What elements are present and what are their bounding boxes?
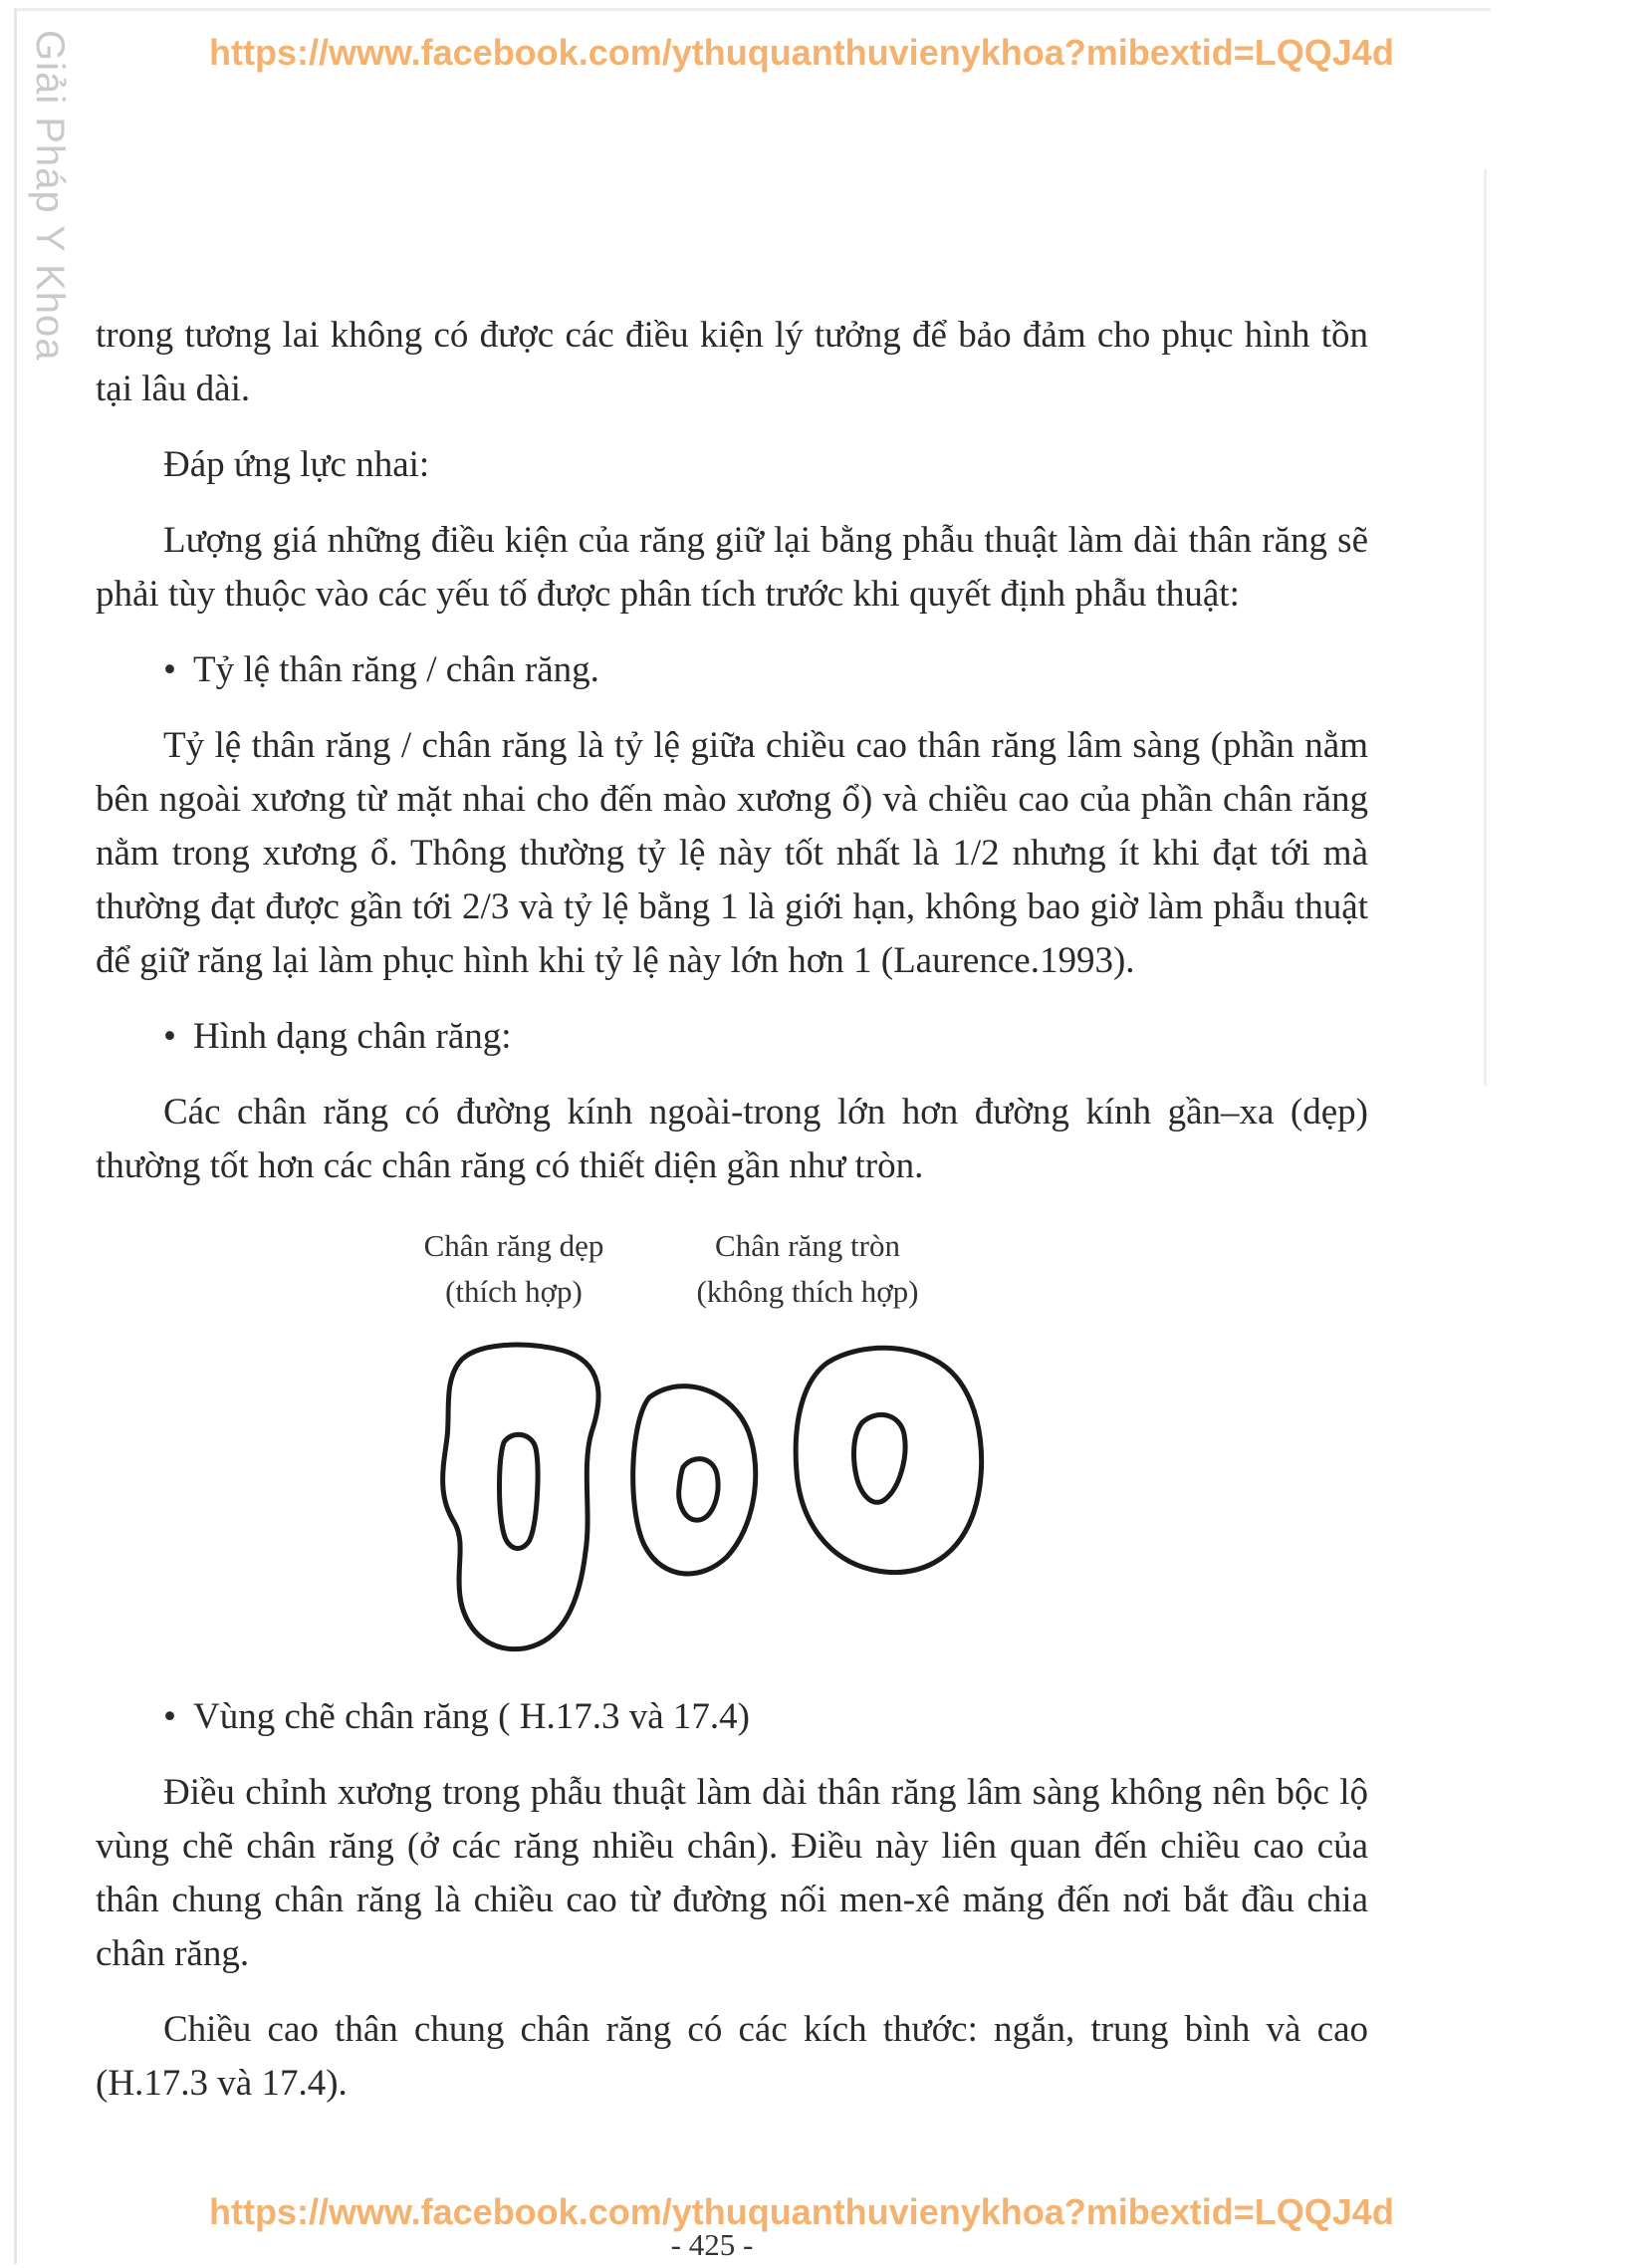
- caption-flat-root-note: (thích hợp): [445, 1274, 583, 1309]
- page-number: - 425 -: [670, 2227, 754, 2262]
- page-edge-shadow: [1484, 169, 1487, 1086]
- page-content: [96, 309, 1368, 2111]
- bullet-text: Tỷ lệ thân răng / chân răng.: [193, 649, 599, 690]
- paragraph-heading-chewing-force: Đáp ứng lực nhai:: [163, 444, 430, 485]
- flat-root-inner: [500, 1434, 539, 1548]
- paragraph-bone-adjustment: Điều chỉnh xương trong phẫu thuật làm dài thân răng lâm sàng không nên bộc lộ vùng chẽ chân răng (ở các răng nhiều chân). Điều này liên quan đến chiều cao của thân chung chân răng là chiều cao từ đường nối men-xê măng đến nơi bắt đầu chia chân răng.: [96, 1772, 1368, 1974]
- caption-flat-root-title: Chân răng dẹp: [423, 1228, 604, 1263]
- round-root-outer-2: [796, 1348, 982, 1572]
- bullet-dot: •: [163, 649, 176, 690]
- side-watermark: Giải Pháp Y Khoa: [28, 30, 72, 362]
- paragraph-root-trunk-height: Chiều cao thân chung chân răng có các kích thước: ngắn, trung bình và cao (H.17.3 và 17.4).: [96, 2009, 1368, 2104]
- bullet-crown-root-ratio: [96, 643, 1368, 697]
- watermark-url-top[interactable]: https://www.facebook.com/ythuquanthuvienykhoa?mibextid=LQQJ4d: [209, 32, 1394, 73]
- bullet-dot: •: [163, 1016, 176, 1057]
- paragraph-ratio-explanation: Tỷ lệ thân răng / chân răng là tỷ lệ giữa chiều cao thân răng lâm sàng (phần nằm bên ngoài xương từ mặt nhai cho đến mào xương ổ) và chiều cao của phần chân răng nằm trong xương ổ. Thông thường tỷ lệ này tốt nhất là 1/2 nhưng ít khi đạt tới mà thường đạt được gần tới 2/3 và tỷ lệ bằng 1 là giới hạn, không bao giờ làm phẫu thuật để giữ răng lại làm phục hình khi tỷ lệ này lớn hơn 1 (Laurence.1993).: [96, 725, 1368, 981]
- bullet-text: Vùng chẽ chân răng ( H.17.3 và 17.4): [193, 1696, 750, 1737]
- watermark-url-bottom[interactable]: https://www.facebook.com/ythuquanthuvienykhoa?mibextid=LQQJ4d: [209, 2191, 1394, 2232]
- paragraph-root-shape: Các chân răng có đường kính ngoài-trong lớn hơn đường kính gần–xa (dẹp) thường tốt hơn các chân răng có thiết diện gần như tròn.: [96, 1092, 1368, 1186]
- bullet-text: Hình dạng chân răng:: [193, 1016, 512, 1057]
- paragraph-evaluation: Lượng giá những điều kiện của răng giữ lại bằng phẫu thuật làm dài thân răng sẽ phải tùy thuộc vào các yếu tố được phân tích trước khi quyết định phẫu thuật:: [96, 520, 1368, 615]
- paragraph-continuation: trong tương lai không có được các điều kiện lý tưởng để bảo đảm cho phục hình tồn tại lâu dài.: [96, 315, 1368, 409]
- bullet-furcation: [96, 1690, 1368, 1744]
- round-root-inner-2: [854, 1414, 906, 1502]
- round-root-inner: [679, 1459, 718, 1521]
- root-cross-section-figure: [96, 1223, 1368, 1666]
- root-cross-section-drawing: [96, 1223, 1368, 1666]
- caption-round-root-title: Chân răng tròn: [715, 1228, 900, 1263]
- caption-round-root-note: (không thích hợp): [696, 1274, 919, 1309]
- bullet-root-shape: [96, 1010, 1368, 1064]
- flat-root-outer: [443, 1345, 598, 1648]
- bullet-dot: •: [163, 1696, 176, 1737]
- round-root-outer: [633, 1386, 756, 1574]
